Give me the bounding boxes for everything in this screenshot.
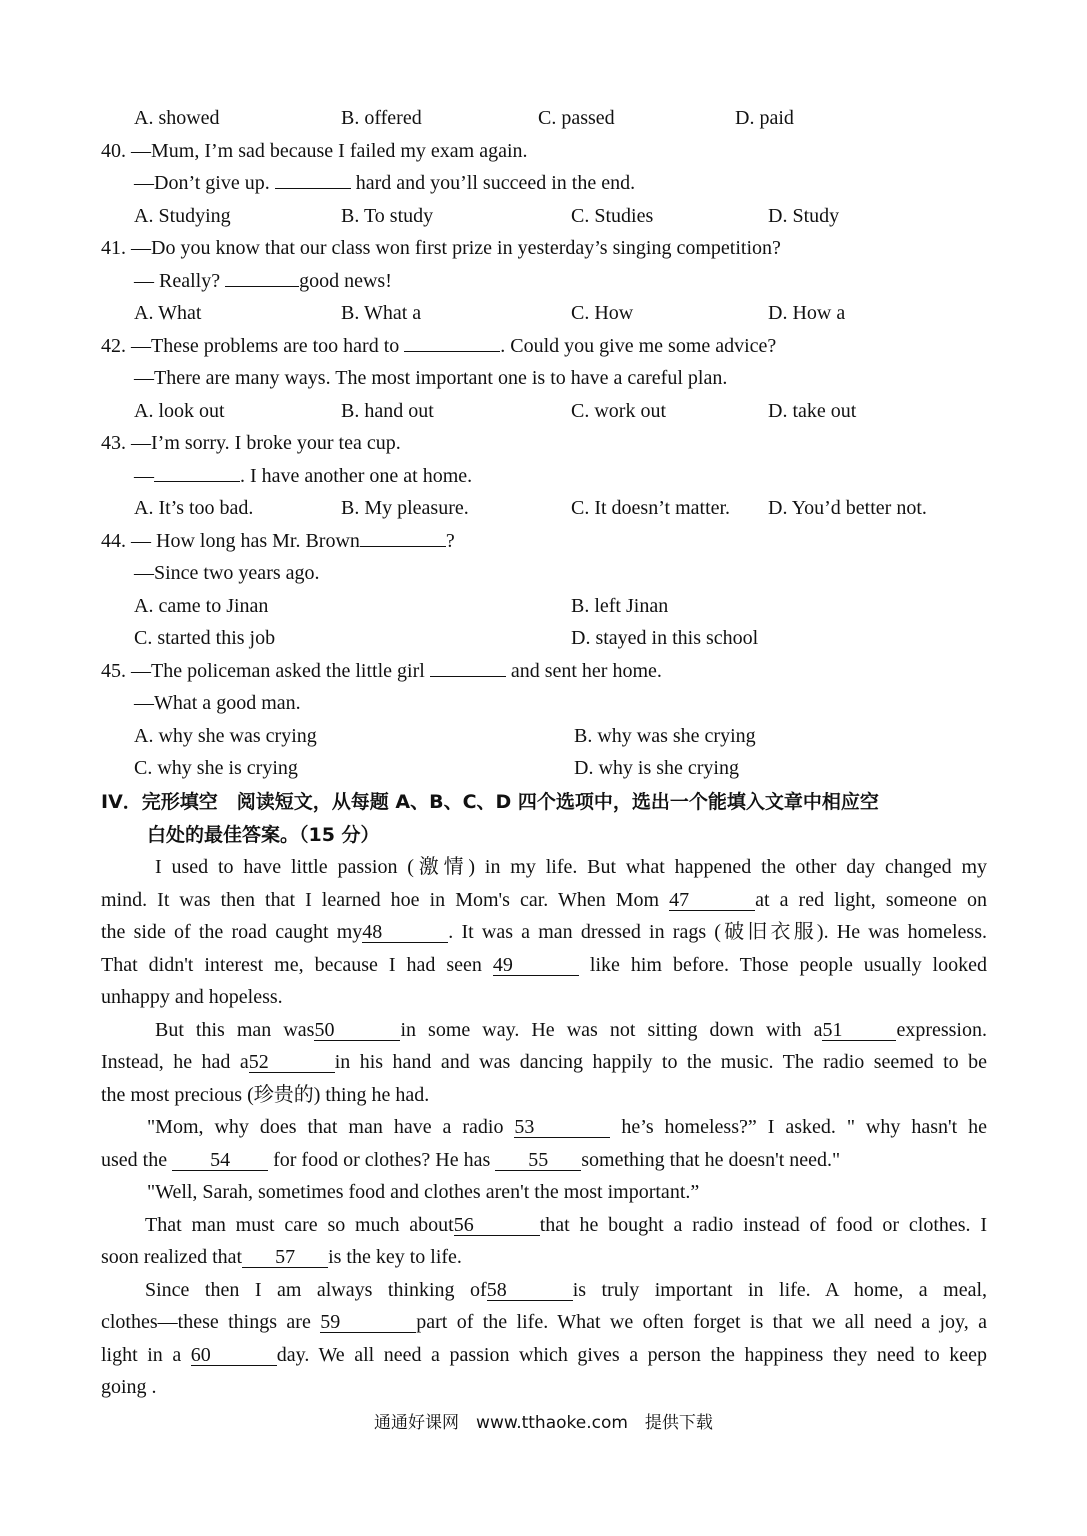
option-a: A. why she was crying <box>134 725 317 747</box>
option-c: C. How <box>571 302 634 324</box>
passage-line: used the 54 for food or clothes? He has 55 something that he doesn't need." <box>101 1149 841 1171</box>
answer-blank <box>404 351 500 352</box>
option-d: D. stayed in this school <box>571 627 759 649</box>
passage-line: the most precious (珍贵的) thing he had. <box>101 1084 430 1106</box>
option-d: D. take out <box>768 400 857 422</box>
passage-line: unhappy and hopeless. <box>101 986 283 1008</box>
option-d: D. Study <box>768 205 840 227</box>
option-b: B. left Jinan <box>571 595 669 617</box>
passage-line: That didn't interest me, because I had seen 49 like him before. Those people usually looked <box>101 954 987 976</box>
option-b: B. why was she crying <box>574 725 756 747</box>
question-stem: — . I have another one at home. <box>134 465 473 487</box>
cloze-blank: 59 <box>320 1312 416 1333</box>
option-d: D. How a <box>768 302 846 324</box>
cloze-blank: 51 <box>822 1020 896 1041</box>
passage-line: But this man was50 in some way. He was not sitting down with a51 expression. <box>155 1019 987 1041</box>
cloze-blank: 60 <box>191 1345 277 1366</box>
option-a: A. Studying <box>134 205 231 227</box>
passage-line: That man must care so much about56 that he bought a radio instead of food or clothes. I <box>145 1214 987 1236</box>
cloze-blank: 56 <box>454 1215 540 1236</box>
question-stem: 45. —The policeman asked the little girl and sent her home. <box>101 660 662 682</box>
page-footer: 通通好课网 www.tthaoke.com 提供下载 <box>374 1413 713 1433</box>
cloze-blank: 49 <box>493 955 579 976</box>
answer-blank <box>154 481 240 482</box>
passage-line: "Mom, why does that man have a radio 53 he’s homeless?” I asked. " why hasn't he <box>147 1116 987 1138</box>
cloze-blank: 52 <box>249 1052 335 1073</box>
answer-blank <box>430 676 506 677</box>
option-a: A. showed <box>134 107 220 129</box>
question-stem: 43. —I’m sorry. I broke your tea cup. <box>101 432 401 454</box>
passage-line: the side of the road caught my48 . It was a man dressed in rags (破旧衣服). He was homeless. <box>101 921 987 943</box>
option-b: B. hand out <box>341 400 434 422</box>
cloze-blank: 55 <box>495 1150 581 1171</box>
question-stem: —Don’t give up. hard and you’ll succeed in the end. <box>134 172 636 194</box>
question-stem: —There are many ways. The most important one is to have a careful plan. <box>134 367 728 389</box>
option-c: C. It doesn’t matter. <box>571 497 731 519</box>
option-c: C. started this job <box>134 627 276 649</box>
cloze-blank: 47 <box>669 890 755 911</box>
section-heading: IV．完形填空 阅读短文，从每题 A、B、C、D 四个选项中，选出一个能填入文章中相应空 <box>101 791 879 813</box>
question-stem: 42. —These problems are too hard to . Could you give me some advice? <box>101 335 777 357</box>
passage-line: mind. It was then that I learned hoe in Mom's car. When Mom 47 at a red light, someone on <box>101 889 987 911</box>
option-c: C. why she is crying <box>134 757 298 779</box>
answer-blank <box>275 188 351 189</box>
question-stem: 44. — How long has Mr. Brown ? <box>101 530 455 552</box>
option-a: A. It’s too bad. <box>134 497 254 519</box>
passage-line: soon realized that 57 is the key to life. <box>101 1246 462 1268</box>
cloze-blank: 58 <box>487 1280 573 1301</box>
question-stem: 40. —Mum, I’m sad because I failed my exam again. <box>101 140 528 162</box>
question-stem: —Since two years ago. <box>134 562 320 584</box>
passage-line: I used to have little passion (激情) in my life. But what happened the other day changed my <box>155 856 987 878</box>
option-b: B. What a <box>341 302 422 324</box>
option-d: D. why is she crying <box>574 757 739 779</box>
option-c: C. work out <box>571 400 666 422</box>
section-heading-cont: 白处的最佳答案。（15 分） <box>147 824 380 846</box>
option-d: D. You’d better not. <box>768 497 927 519</box>
cloze-blank: 57 <box>242 1247 328 1268</box>
passage-line: clothes—these things are 59 part of the life. What we often forget is that we all need a joy, a <box>101 1311 987 1333</box>
option-a: A. came to Jinan <box>134 595 269 617</box>
cloze-blank: 53 <box>514 1117 610 1138</box>
answer-blank <box>225 286 299 287</box>
cloze-blank: 48 <box>362 922 448 943</box>
option-b: B. offered <box>341 107 422 129</box>
cloze-blank: 54 <box>172 1150 268 1171</box>
question-stem: — Really? good news! <box>134 270 392 292</box>
question-stem: —What a good man. <box>134 692 301 714</box>
cloze-blank: 50 <box>314 1020 400 1041</box>
option-c: C. passed <box>538 107 615 129</box>
passage-line: going . <box>101 1376 157 1398</box>
passage-line: "Well, Sarah, sometimes food and clothes aren't the most important.” <box>147 1181 700 1203</box>
option-b: B. To study <box>341 205 434 227</box>
answer-blank <box>360 546 446 547</box>
option-a: A. What <box>134 302 202 324</box>
question-stem: 41. —Do you know that our class won first prize in yesterday’s singing competition? <box>101 237 781 259</box>
option-a: A. look out <box>134 400 225 422</box>
passage-line: Instead, he had a52 in his hand and was dancing happily to the music. The radio seemed to be <box>101 1051 987 1073</box>
passage-line: Since then I am always thinking of58 is truly important in life. A home, a meal, <box>145 1279 987 1301</box>
option-c: C. Studies <box>571 205 654 227</box>
option-b: B. My pleasure. <box>341 497 469 519</box>
option-d: D. paid <box>735 107 794 129</box>
passage-line: light in a 60 day. We all need a passion which gives a person the happiness they need to keep <box>101 1344 988 1366</box>
